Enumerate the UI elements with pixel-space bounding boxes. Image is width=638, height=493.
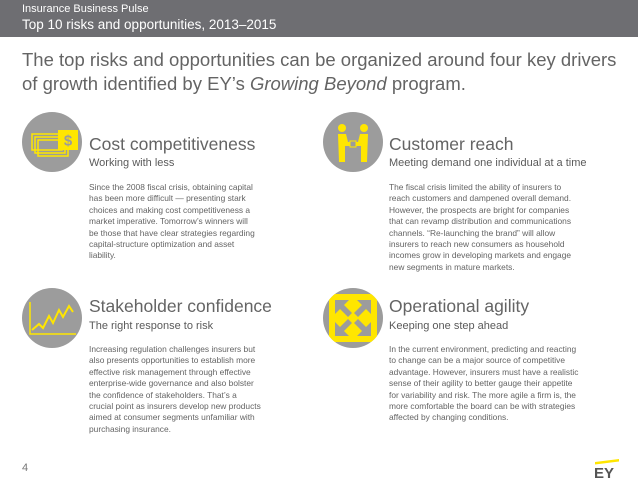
driver-title-customer-reach: Customer reach [389,134,514,154]
driver-subtitle-cost-competitiveness: Working with less [89,157,175,169]
driver-body-stakeholder-confidence [89,344,311,435]
body-line: channels. “Re-launching the brand” will allow [389,227,556,238]
body-line: sense of their agility to better gauge their appetite [389,378,573,389]
driver-title-stakeholder-confidence: Stakeholder confidence [89,296,272,316]
body-line: more comfortable the board can be with strategies [389,401,576,412]
arrows-inward-icon [323,288,383,348]
body-line: insurers to reach new consumers as household [389,239,565,250]
body-line: crucial point as insurers develop new products [89,401,261,412]
body-line: The fiscal crisis limited the ability of insurers to [389,182,562,192]
driver-subtitle-operational-agility: Keeping one step ahead [389,320,509,332]
body-line: market imperative. Tomorrow’s winners will [89,216,248,227]
driver-subtitle-stakeholder-confidence: The right response to risk [89,320,214,332]
body-line: liability. [89,250,116,261]
body-line: Since the 2008 fiscal crisis, obtaining capital [89,182,253,192]
body-line: new segments in mature markets. [389,261,515,272]
driver-subtitle-customer-reach: Meeting demand one individual at a time [389,157,587,169]
body-line: capital-structure optimization and asset [89,239,235,250]
page-number: 4 [22,462,29,474]
svg-text:$: $ [63,132,73,150]
driver-body-operational-agility [389,344,611,424]
headline-suffix: program. [386,73,466,94]
body-line: purchasing insurance. [89,423,171,434]
body-line: In the current environment, predicting and reacting [389,344,577,354]
body-line: reach customers and dampened overall demand. [389,193,572,204]
headline-prefix: The top risks and opportunities can be organized around four key drivers of growth identified by EY’s [22,49,617,94]
body-line: enterprise-wide governance and also bolster [89,378,254,389]
publication-name: Insurance Business Pulse [22,3,149,15]
driver-body-customer-reach [389,182,611,273]
body-line: the confidence of stakeholders. That’s a [89,389,237,400]
line-chart-icon [22,288,82,348]
body-line: affected by changing conditions. [389,412,509,423]
driver-body-cost-competitiveness [89,182,311,262]
body-line: be those that have clear strategies regarding [89,227,255,238]
logo-text: EY [594,465,615,479]
driver-title-operational-agility: Operational agility [389,296,530,316]
page-header [0,0,638,37]
driver-title-cost-competitiveness: Cost competitiveness [89,134,256,154]
body-line: effective risk management through effective [89,366,251,377]
body-line: also presents opportunities to establish more [89,355,256,366]
headline-emphasis: Growing Beyond [249,73,387,94]
body-line: incomes grow in developing markets and engage [389,250,572,261]
page-subtitle: Top 10 risks and opportunities, 2013–2015 [22,17,277,32]
body-line: advantage. However, insurers must have a realistic [389,366,579,377]
body-line: for variability and risk. The more agile a firm is, the [389,389,576,400]
body-line: choices and making cost competitiveness a [89,204,251,215]
body-line: to change can be a major source of competitive [389,355,565,366]
dollar-bills-icon [22,112,82,172]
body-line: aimed at consumer segments unfamiliar with [89,412,255,423]
ey-logo [593,459,619,484]
handshake-icon [323,112,383,172]
body-line: Increasing regulation challenges insurers but [89,344,256,354]
headline [22,48,622,96]
body-line: that can revamp distribution and communications [389,216,572,227]
body-line: However, the prospects are bright for companies [389,204,570,215]
body-line: has been more difficult — presenting stark [89,193,246,204]
